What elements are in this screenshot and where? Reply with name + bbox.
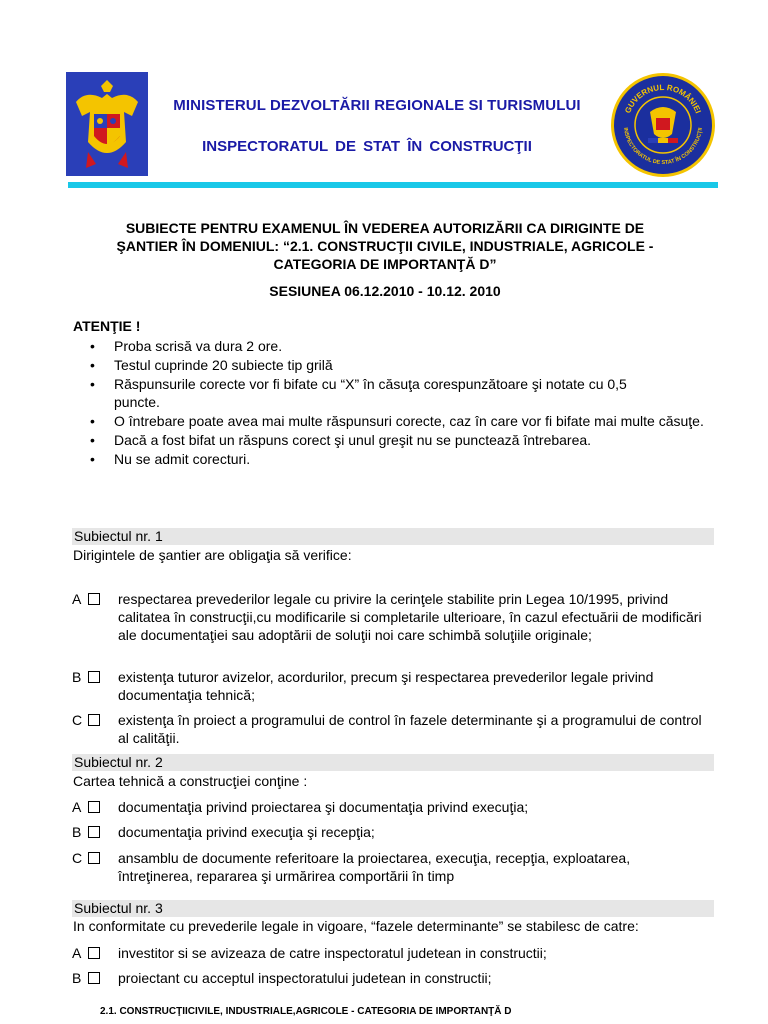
question-3-heading: Subiectul nr. 3 bbox=[72, 900, 714, 917]
option-text: ansamblu de documente referitoare la proiectarea, execuţia, recepţia, exploatarea, întreţinerea, repararea şi urmărirea comportării în timp bbox=[118, 850, 631, 884]
question-3-text: In conformitate cu prevederile legale in vigoare, “fazele determinante” se stabilesc de catre: bbox=[73, 918, 639, 934]
rule-item: • Dacă a fost bifat un răspuns corect şi unul greşit nu se punctează întrebarea. bbox=[90, 431, 720, 449]
answer-checkbox[interactable] bbox=[88, 972, 100, 984]
answer-checkbox[interactable] bbox=[88, 947, 100, 959]
question-1-heading: Subiectul nr. 1 bbox=[72, 528, 714, 545]
ministry-name: MINISTERUL DEZVOLTĂRII REGIONALE SI TURISMULUI bbox=[173, 97, 581, 114]
question-3-option-b[interactable] bbox=[72, 969, 722, 987]
question-2-option-b[interactable] bbox=[72, 823, 722, 841]
option-letter: A bbox=[72, 945, 82, 961]
question-2-text: Cartea tehnică a construcţiei conţine : bbox=[73, 773, 308, 789]
question-1-option-b[interactable] bbox=[72, 668, 722, 704]
question-3-option-a[interactable] bbox=[72, 944, 722, 962]
answer-checkbox[interactable] bbox=[88, 826, 100, 838]
rule-item: • Nu se admit corecturi. bbox=[90, 450, 720, 468]
government-seal-icon bbox=[610, 72, 716, 178]
inspectorate-name: INSPECTORATUL DE STAT ÎN CONSTRUCŢII bbox=[202, 138, 532, 155]
option-text: existenţa în proiect a programului de control în fazele determinante şi a programului de control al calităţii. bbox=[118, 712, 702, 746]
question-1-option-a[interactable] bbox=[72, 590, 722, 644]
seal-bottom-text: INSPECTORATUL DE STAT ÎN CONSTRUCŢII bbox=[622, 127, 704, 167]
option-text: investitor si se avizeaza de catre inspectoratul judetean in constructii; bbox=[118, 945, 547, 961]
rule-item: • Testul cuprinde 20 subiecte tip grilă bbox=[90, 356, 720, 374]
answer-checkbox[interactable] bbox=[88, 801, 100, 813]
answer-checkbox[interactable] bbox=[88, 671, 100, 683]
header-divider bbox=[68, 182, 718, 188]
exam-title-line-1: SUBIECTE PENTRU EXAMENUL ÎN VEDEREA AUTORIZĂRII CA DIRIGINTE DE bbox=[125, 220, 645, 236]
exam-session: SESIUNEA 06.12.2010 - 10.12. 2010 bbox=[269, 283, 501, 299]
question-2-option-a[interactable] bbox=[72, 798, 722, 816]
exam-title-line-2: ŞANTIER ÎN DOMENIUL: “2.1. CONSTRUCŢII CIVILE, INDUSTRIALE, AGRICOLE - bbox=[116, 238, 654, 254]
question-2-heading: Subiectul nr. 2 bbox=[72, 754, 714, 771]
page-footer: 2.1. CONSTRUCŢIICIVILE, INDUSTRIALE,AGRICOLE - CATEGORIA DE IMPORTANŢĂ D bbox=[100, 1006, 512, 1017]
option-letter: B bbox=[72, 970, 82, 986]
option-letter: A bbox=[72, 591, 82, 607]
option-letter: B bbox=[72, 669, 82, 685]
option-text: documentaţia privind proiectarea şi documentaţia privind execuţia; bbox=[118, 799, 529, 815]
document-header bbox=[0, 0, 768, 192]
exam-title bbox=[60, 219, 710, 273]
option-text: proiectant cu acceptul inspectoratului judetean in constructii; bbox=[118, 970, 492, 986]
option-letter: C bbox=[72, 850, 83, 866]
answer-checkbox[interactable] bbox=[88, 593, 100, 605]
question-1-option-c[interactable] bbox=[72, 711, 722, 747]
option-text: documentaţia privind execuţia şi recepţia; bbox=[118, 824, 375, 840]
rule-item: • Proba scrisă va dura 2 ore. bbox=[90, 337, 720, 355]
question-2-option-c[interactable] bbox=[72, 849, 722, 885]
answer-checkbox[interactable] bbox=[88, 714, 100, 726]
option-letter: C bbox=[72, 712, 83, 728]
attention-heading: ATENŢIE ! bbox=[73, 318, 141, 334]
rule-item: • Răspunsurile corecte vor fi bifate cu “X” în căsuţa corespunzătoare şi notate cu 0,5 puncte. bbox=[90, 375, 650, 411]
rule-item: • O întrebare poate avea mai multe răspunsuri corecte, caz în care vor fi bifate mai multe căsuţe. bbox=[90, 412, 720, 430]
government-seal bbox=[610, 72, 716, 178]
seal-top-text: GUVERNUL ROMÂNIEI bbox=[623, 82, 703, 115]
exam-title-line-3: CATEGORIA DE IMPORTANŢĂ D” bbox=[273, 256, 497, 272]
answer-checkbox[interactable] bbox=[88, 852, 100, 864]
option-text: existenţa tuturor avizelor, acordurilor, precum şi respectarea prevederilor legale privind documentaţia tehnică; bbox=[118, 669, 654, 703]
question-1-text: Dirigintele de şantier are obligaţia să verifice: bbox=[73, 547, 352, 563]
option-text: respectarea prevederilor legale cu privire la cerinţele stabilite prin Legea 10/1995, privind calitatea în construcţii,cu modificarile si completarile ulterioare, în cazul efectuării de modificări ale documentaţiei sau adoptării de soluţii noi care schimbă soluţiile originale; bbox=[118, 591, 702, 643]
option-letter: B bbox=[72, 824, 82, 840]
exam-rules-list bbox=[90, 337, 720, 469]
romania-coat-of-arms-icon bbox=[66, 72, 148, 176]
option-letter: A bbox=[72, 799, 82, 815]
